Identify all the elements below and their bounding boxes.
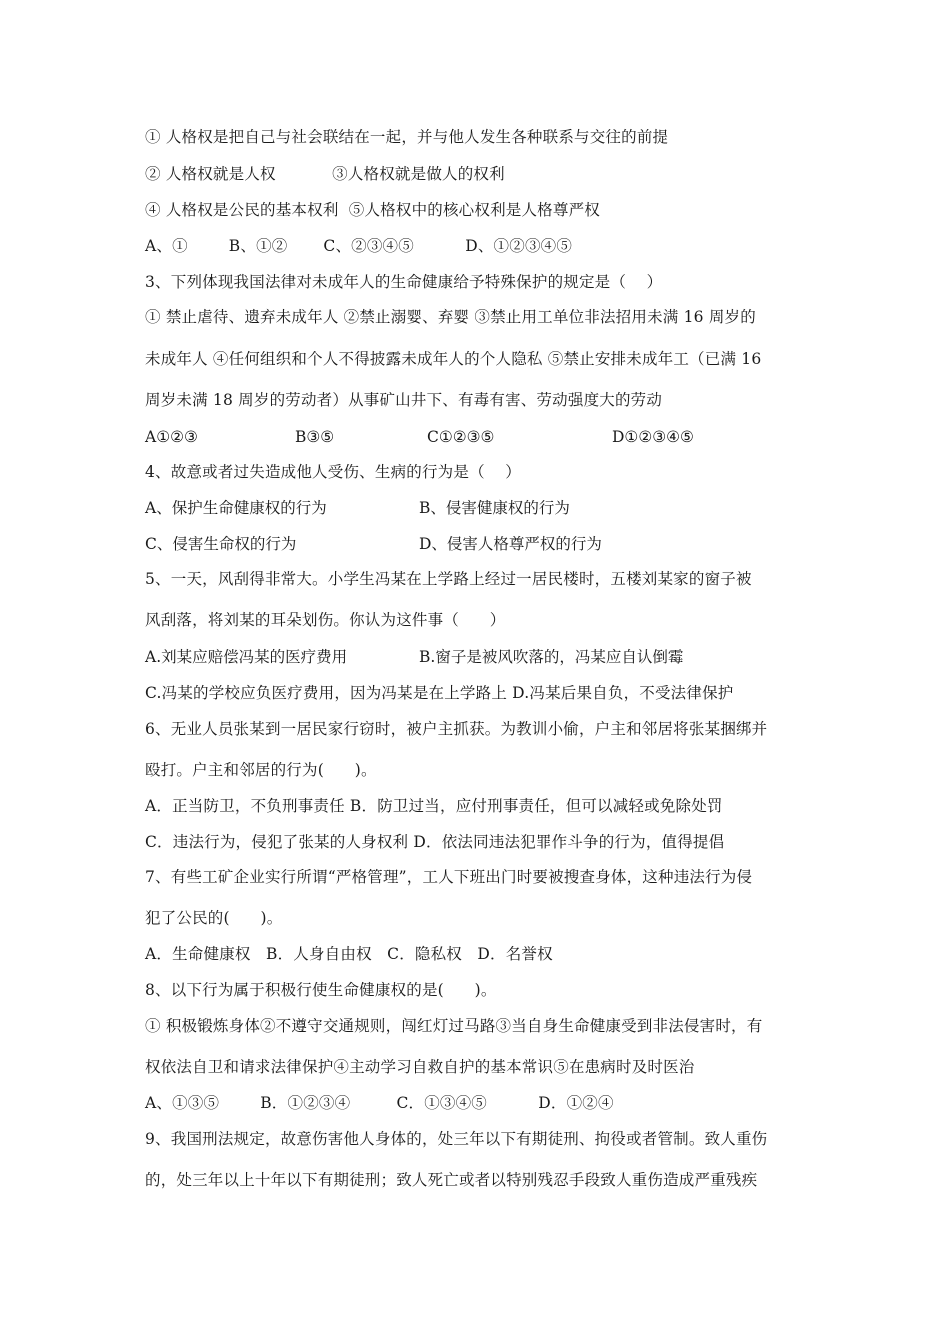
q6-stem-line-1: 6、无业人员张某到一居民家行窃时，被户主抓获。为教训小偷，户主和邻居将张某捆绑并 [145,720,768,738]
q4-stem: 4、故意或者过失造成他人受伤、生病的行为是（ ） [145,463,521,481]
q2-statement-1: ① 人格权是把自己与社会联结在一起，并与他人发生各种联系与交往的前提 [145,128,669,146]
q7-stem-line-2: 犯了公民的( )。 [145,909,283,927]
q3-option-b: B③⑤ [295,428,335,446]
q2-statement-4-5: ④ 人格权是公民的基本权利 ⑤人格权中的核心权利是人格尊严权 [145,201,600,219]
q8-statement-line-2: 权依法自卫和请求法律保护④主动学习自救自护的基本常识⑤在患病时及时医治 [145,1058,695,1076]
q5-option-a: A.刘某应赔偿冯某的医疗费用 [145,648,348,666]
q5-stem-line-2: 风刮落，将刘某的耳朵划伤。你认为这件事（ ） [145,611,506,629]
q3-statement-line-2: 未成年人 ④任何组织和个人不得披露未成年人的个人隐私 ⑤禁止安排未成年工（已满 16 [145,350,762,368]
q7-options: A．生命健康权 B．人身自由权 C．隐私权 D．名誉权 [145,945,553,963]
q5-option-b: B.窗子是被风吹落的，冯某应自认倒霉 [419,648,684,666]
q6-options-row-2: C．违法行为，侵犯了张某的人身权利 D．依法同违法犯罪作斗争的行为，值得提倡 [145,833,725,851]
q3-option-d: D①②③④⑤ [612,428,694,446]
q3-statement-line-1: ① 禁止虐待、遗弃未成年人 ②禁止溺婴、弃婴 ③禁止用工单位非法招用未满 16 周岁的 [145,308,756,326]
q4-option-c: C、侵害生命权的行为 [145,535,297,553]
q3-statement-line-3: 周岁未满 18 周岁的劳动者）从事矿山井下、有毒有害、劳动强度大的劳动 [145,391,663,409]
q3-option-a: A①②③ [145,428,198,446]
q6-stem-line-2: 殴打。户主和邻居的行为( )。 [145,761,377,779]
q9-stem-line-1: 9、我国刑法规定，故意伤害他人身体的，处三年以下有期徒刑、拘役或者管制。致人重伤 [145,1130,768,1148]
q7-stem-line-1: 7、有些工矿企业实行所谓“严格管理”，工人下班出门时要被搜查身体，这种违法行为侵 [145,868,753,886]
q8-options: A、①③⑤ B．①②③④ C．①③④⑤ D．①②④ [145,1094,614,1112]
q4-option-d: D、侵害人格尊严权的行为 [419,535,602,553]
q2-options: A、① B、①② C、②③④⑤ D、①②③④⑤ [145,237,573,255]
q3-option-c: C①②③⑤ [427,428,495,446]
q2-statement-2-3: ② 人格权就是人权 ③人格权就是做人的权利 [145,165,505,183]
q4-option-b: B、侵害健康权的行为 [419,499,570,517]
q6-options-row-1: A．正当防卫，不负刑事责任 B．防卫过当，应付刑事责任，但可以减轻或免除处罚 [145,797,723,815]
q8-stem: 8、以下行为属于积极行使生命健康权的是( )。 [145,981,497,999]
q3-stem: 3、下列体现我国法律对未成年人的生命健康给予特殊保护的规定是（ ） [145,273,663,291]
q4-option-a: A、保护生命健康权的行为 [145,499,327,517]
q9-stem-line-2: 的，处三年以上十年以下有期徒刑；致人死亡或者以特别残忍手段致人重伤造成严重残疾 [145,1171,758,1189]
q8-statement-line-1: ① 积极锻炼身体②不遵守交通规则，闯红灯过马路③当自身生命健康受到非法侵害时，有 [145,1017,763,1035]
q5-options-row-2: C.冯某的学校应负医疗费用，因为冯某是在上学路上 D.冯某后果自负，不受法律保护 [145,684,734,702]
q5-stem-line-1: 5、一天，风刮得非常大。小学生冯某在上学路上经过一居民楼时，五楼刘某家的窗子被 [145,570,752,588]
